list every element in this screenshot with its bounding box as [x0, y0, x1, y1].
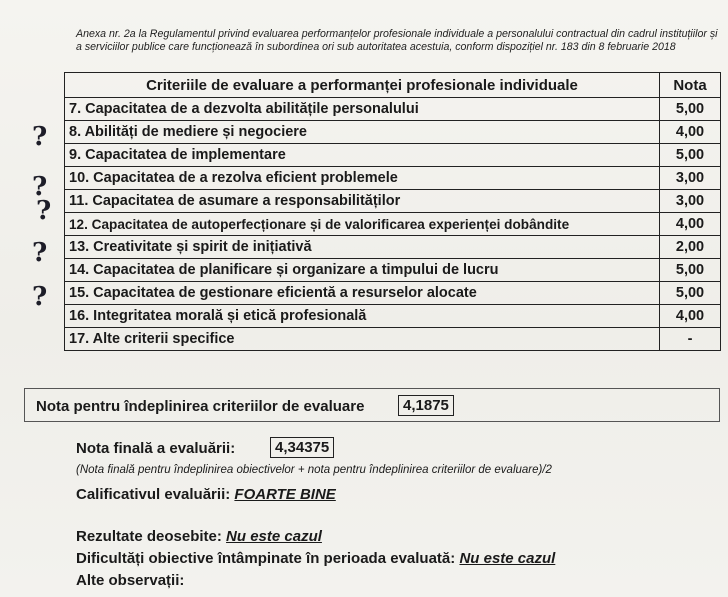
criterion-cell: 11. Capacitatea de asumare a responsabilităților	[65, 190, 660, 213]
table-row	[65, 167, 721, 190]
results-value: Nu este cazul	[226, 528, 322, 545]
criterion-cell: 10. Capacitatea de a rezolva eficient problemele	[65, 167, 660, 190]
difficulties-line	[76, 550, 555, 567]
handwritten-question-mark: ?	[32, 172, 48, 202]
grade-cell: 5,00	[660, 98, 721, 121]
grade-cell: 2,00	[660, 236, 721, 259]
grade-cell: 5,00	[660, 144, 721, 167]
table-row	[65, 213, 721, 236]
grade-cell: -	[660, 328, 721, 351]
criteria-column-header: Criteriile de evaluare a performanței profesionale individuale	[65, 73, 660, 98]
handwritten-question-mark: ?	[32, 238, 48, 268]
table-row	[65, 328, 721, 351]
criterion-cell: 17. Alte criterii specifice	[65, 328, 660, 351]
grade-cell: 4,00	[660, 213, 721, 236]
grade-cell: 4,00	[660, 305, 721, 328]
criterion-cell: 14. Capacitatea de planificare și organizare a timpului de lucru	[65, 259, 660, 282]
table-row	[65, 121, 721, 144]
table-row	[65, 259, 721, 282]
table-header-row	[65, 73, 721, 98]
criterion-cell: 9. Capacitatea de implementare	[65, 144, 660, 167]
criteria-total-value: 4,1875	[398, 395, 454, 416]
criterion-cell: 12. Capacitatea de autoperfecționare și de valorificarea experienței dobândite	[65, 213, 660, 236]
criterion-cell: 13. Creativitate și spirit de inițiativă	[65, 236, 660, 259]
table-row	[65, 190, 721, 213]
table-row	[65, 282, 721, 305]
handwritten-question-mark: ?	[36, 196, 52, 226]
rating-label: Calificativul evaluării:	[76, 486, 231, 503]
grade-cell: 3,00	[660, 190, 721, 213]
criterion-cell: 7. Capacitatea de a dezvolta abilitățile personalului	[65, 98, 660, 121]
table-row	[65, 305, 721, 328]
final-grade-note: (Nota finală pentru îndeplinirea obiectivelor + nota pentru îndeplinirea criteriilor de evaluare)/2	[76, 464, 552, 476]
difficulties-label: Dificultăți obiective întâmpinate în perioada evaluată:	[76, 550, 456, 567]
handwritten-question-mark: ?	[32, 122, 48, 152]
final-grade-value: 4,34375	[270, 437, 334, 458]
grade-cell: 3,00	[660, 167, 721, 190]
handwritten-marks	[0, 0, 60, 597]
grade-cell: 5,00	[660, 282, 721, 305]
rating-value: FOARTE BINE	[234, 486, 336, 503]
rating-line	[76, 486, 336, 503]
grade-cell: 4,00	[660, 121, 721, 144]
criterion-cell: 16. Integritatea morală și etică profesională	[65, 305, 660, 328]
results-line	[76, 528, 322, 545]
table-row	[65, 98, 721, 121]
criteria-total-label: Nota pentru îndeplinirea criteriilor de evaluare	[36, 398, 365, 415]
results-label: Rezultate deosebite:	[76, 528, 222, 545]
table-row	[65, 236, 721, 259]
grade-column-header: Nota	[660, 73, 721, 98]
difficulties-value: Nu este cazul	[459, 550, 556, 567]
criterion-cell: 15. Capacitatea de gestionare eficientă a resurselor alocate	[65, 282, 660, 305]
handwritten-question-mark: ?	[32, 282, 48, 312]
criteria-table	[64, 72, 721, 351]
criterion-cell: 8. Abilități de mediere și negociere	[65, 121, 660, 144]
grade-cell: 5,00	[660, 259, 721, 282]
table-row	[65, 144, 721, 167]
other-observations-label: Alte observații:	[76, 572, 185, 589]
annex-header: Anexa nr. 2a la Regulamentul privind evaluarea performanțelor profesionale individuale a personalului contractual din cadrul instituțiilor și a serviciilor publice care funcționează în subordinea ori sub autoritatea acestuia, conform dispozițiel nr. 183 din 8 februarie 2018	[76, 28, 718, 53]
final-grade-label: Nota finală a evaluării:	[76, 440, 236, 457]
